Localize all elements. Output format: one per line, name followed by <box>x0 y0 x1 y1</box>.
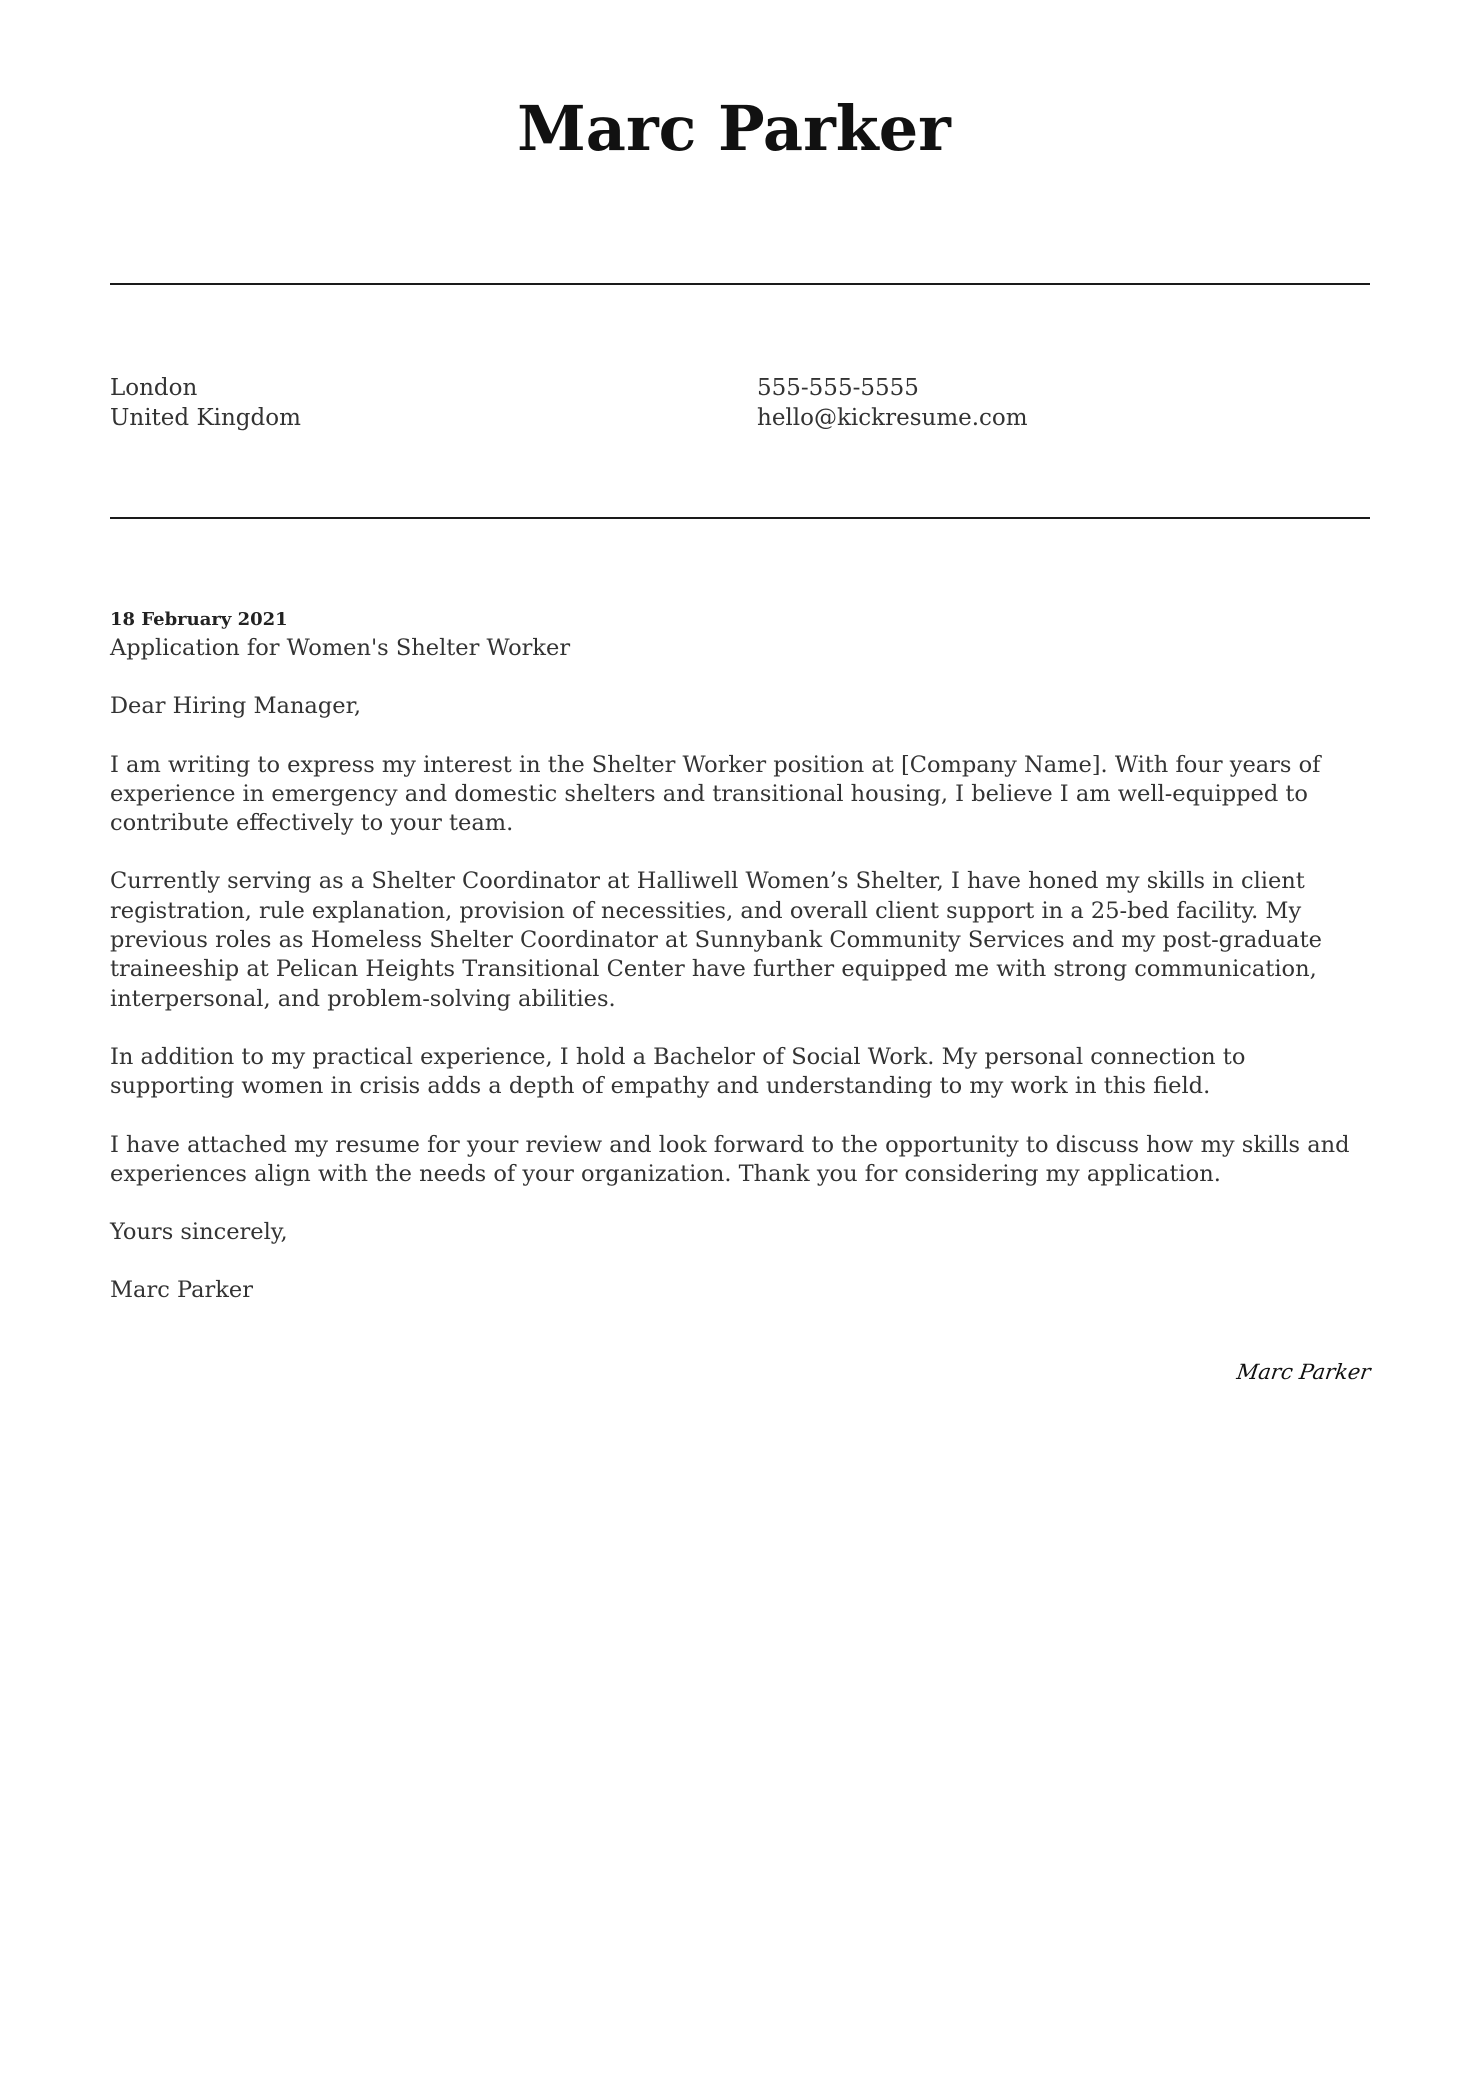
letter-paragraph: I have attached my resume for your review and look forward to the opportunity to discuss how my skills and experiences align with the needs of your organization. Thank you for considering my application. <box>110 1131 1350 1187</box>
letter-signer-name: Marc Parker <box>110 1277 253 1304</box>
contact-email: hello@kickresume.com <box>757 405 1028 431</box>
top-divider <box>110 283 1370 285</box>
letter-subject: Application for Women's Shelter Worker <box>110 635 571 661</box>
letter-paragraph: In addition to my practical experience, I hold a Bachelor of Social Work. My personal connection to supporting women in crisis adds a depth of empathy and understanding to my work in this field. <box>110 1043 1246 1100</box>
contact-phone: 555-555-5555 <box>757 375 919 401</box>
contact-details-block <box>757 373 1028 433</box>
contact-country: United Kingdom <box>110 405 301 431</box>
bottom-divider <box>110 517 1370 519</box>
handwritten-signature: Marc Parker <box>1234 1360 1372 1384</box>
page-title: Marc Parker <box>517 92 951 165</box>
letter-paragraph: I am writing to express my interest in the Shelter Worker position at [Company Name]. With four years of experience in emergency and domestic shelters and transitional housing, I believe I am well-equipped to contribute effectively to your team. <box>110 751 1321 837</box>
letter-date: 18 February 2021 <box>110 609 288 630</box>
address-block <box>110 373 301 433</box>
contact-city: London <box>110 375 198 401</box>
letter-body <box>110 608 1372 1306</box>
letter-closing: Yours sincerely, <box>110 1219 288 1246</box>
letter-salutation: Dear Hiring Manager, <box>110 693 362 720</box>
letter-paragraph: Currently serving as a Shelter Coordinator at Halliwell Women’s Shelter, I have honed my skills in client registration, rule explanation, provision of necessities, and overall client support in a 25-bed facility. My previous roles as Homeless Shelter Coordinator at Sunnybank Community Services and my post-graduate traineeship at Pelican Heights Transitional Center have further equipped me with strong communication, interpersonal, and problem-solving abilities. <box>110 868 1322 1012</box>
